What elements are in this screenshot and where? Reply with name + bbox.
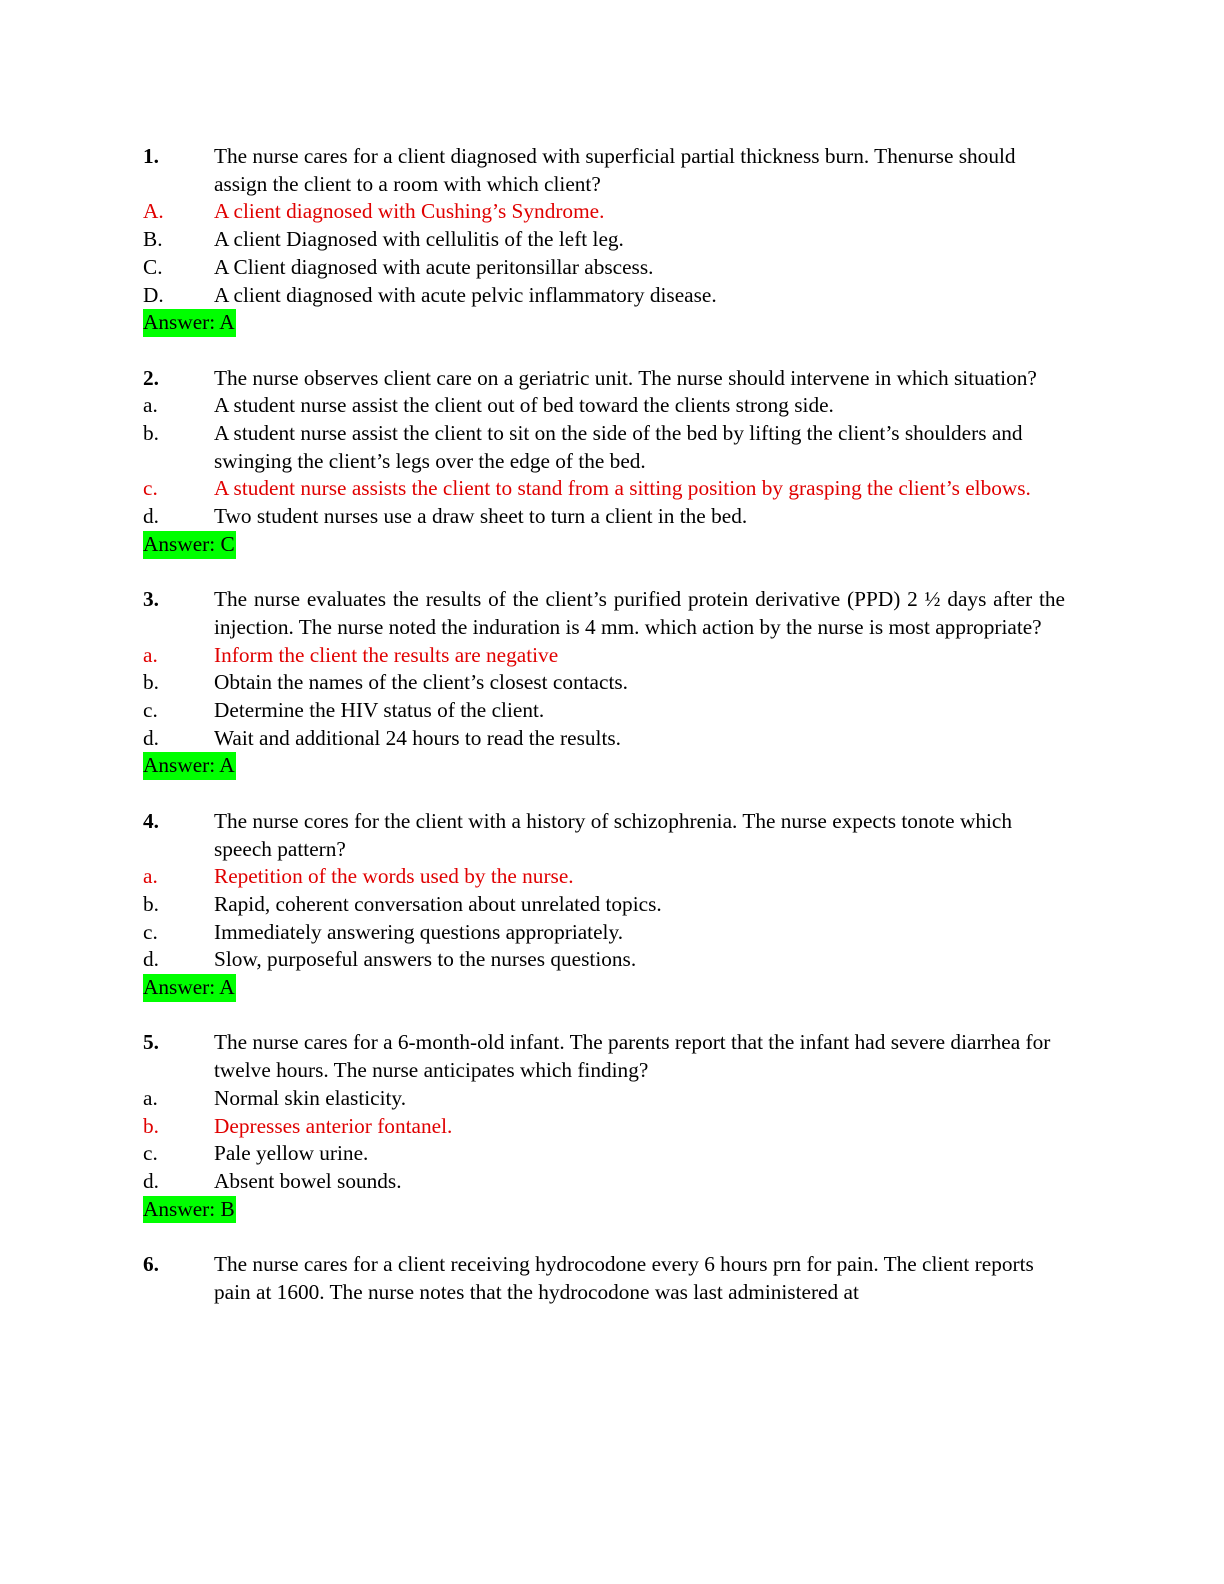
option-label: a. <box>143 642 158 667</box>
option-text: A client Diagnosed with cellulitis of the left leg. <box>214 227 624 252</box>
question-stem <box>143 1251 1065 1306</box>
option-c <box>143 697 1065 725</box>
question-text: The nurse cores for the client with a history of schizophrenia. The nurse expects tonote which speech pattern? <box>214 808 1012 861</box>
option-c <box>143 254 1065 282</box>
option-d <box>143 725 1065 753</box>
option-label: d. <box>143 947 159 972</box>
option-d <box>143 1168 1065 1196</box>
option-label: B. <box>143 227 163 252</box>
option-a <box>143 642 1065 670</box>
question-number: 2. <box>143 365 159 390</box>
option-text: A client diagnosed with Cushing’s Syndrome. <box>214 199 605 224</box>
question-2 <box>143 365 1065 559</box>
option-text: Obtain the names of the client’s closest contacts. <box>214 670 628 695</box>
answer-highlight: Answer: C <box>143 531 236 559</box>
document-page <box>143 143 1065 1334</box>
option-text: Immediately answering questions appropriately. <box>214 919 624 944</box>
option-label: a. <box>143 1085 158 1110</box>
option-text: Pale yellow urine. <box>214 1141 369 1166</box>
option-label: b. <box>143 421 159 446</box>
question-1 <box>143 143 1065 337</box>
option-label: d. <box>143 725 159 750</box>
option-text: A student nurse assist the client out of bed toward the clients strong side. <box>214 393 834 418</box>
option-text: Two student nurses use a draw sheet to turn a client in the bed. <box>214 504 748 529</box>
option-d <box>143 946 1065 974</box>
question-stem <box>143 143 1065 198</box>
question-text: The nurse observes client care on a geriatric unit. The nurse should intervene in which situation? <box>214 365 1037 390</box>
option-label: a. <box>143 864 158 889</box>
option-label: A. <box>143 199 164 224</box>
option-text: A client diagnosed with acute pelvic inflammatory disease. <box>214 282 717 307</box>
option-d <box>143 282 1065 310</box>
option-c <box>143 1140 1065 1168</box>
option-b <box>143 226 1065 254</box>
option-label: c. <box>143 698 158 723</box>
question-stem <box>143 365 1065 393</box>
option-label: c. <box>143 476 158 501</box>
question-text: The nurse cares for a client receiving hydrocodone every 6 hours prn for pain. The client reports pain at 1600. The nurse notes that the hydrocodone was last administered at <box>214 1252 1034 1304</box>
question-text: The nurse evaluates the results of the client’s purified protein derivative (PPD) 2 ½ days after the injection. The nurse noted the induration is 4 mm. which action by the nurse is most appropriate? <box>214 587 1065 639</box>
option-a <box>143 392 1065 420</box>
option-b <box>143 669 1065 697</box>
option-text: Normal skin elasticity. <box>214 1085 407 1110</box>
option-label: b. <box>143 1113 159 1138</box>
option-b <box>143 891 1065 919</box>
question-number: 6. <box>143 1252 159 1277</box>
option-b <box>143 1113 1065 1141</box>
option-text: A student nurse assist the client to sit on the side of the bed by lifting the client’s shoulders and swinging the client’s legs over the edge of the bed. <box>214 421 1023 473</box>
question-number: 3. <box>143 587 159 612</box>
question-stem <box>143 808 1065 863</box>
option-a <box>143 198 1065 226</box>
question-stem <box>143 1029 1065 1084</box>
option-text: Depresses anterior fontanel. <box>214 1113 453 1138</box>
answer-highlight: Answer: A <box>143 309 236 337</box>
option-text: Determine the HIV status of the client. <box>214 698 545 723</box>
option-text: A Client diagnosed with acute peritonsillar abscess. <box>214 254 654 279</box>
question-text: The nurse cares for a 6-month-old infant. The parents report that the infant had severe diarrhea for twelve hours. The nurse anticipates which finding? <box>214 1030 1051 1083</box>
option-text: Absent bowel sounds. <box>214 1168 402 1193</box>
option-text: A student nurse assists the client to stand from a sitting position by grasping the client’s elbows. <box>214 476 1031 501</box>
option-text: Wait and additional 24 hours to read the results. <box>214 725 621 750</box>
option-label: a. <box>143 393 158 418</box>
answer-highlight: Answer: B <box>143 1196 236 1224</box>
option-text: Slow, purposeful answers to the nurses questions. <box>214 947 637 972</box>
option-label: d. <box>143 1168 159 1193</box>
option-label: C. <box>143 254 163 279</box>
question-3 <box>143 586 1065 780</box>
option-d <box>143 503 1065 531</box>
question-number: 4. <box>143 808 159 833</box>
answer-highlight: Answer: A <box>143 974 236 1002</box>
option-c <box>143 919 1065 947</box>
option-text: Rapid, coherent conversation about unrelated topics. <box>214 891 662 916</box>
option-c <box>143 475 1065 503</box>
option-label: c. <box>143 919 158 944</box>
question-text: The nurse cares for a client diagnosed with superficial partial thickness burn. Thenurse should assign the client to a room with which client? <box>214 144 1016 196</box>
option-label: b. <box>143 670 159 695</box>
option-b <box>143 420 1065 475</box>
option-text: Repetition of the words used by the nurse. <box>214 864 574 889</box>
option-a <box>143 1085 1065 1113</box>
option-label: D. <box>143 282 164 307</box>
option-text: Inform the client the results are negative <box>214 642 559 667</box>
question-4 <box>143 808 1065 1002</box>
question-number: 5. <box>143 1030 159 1055</box>
option-label: c. <box>143 1141 158 1166</box>
question-6 <box>143 1251 1065 1306</box>
question-stem <box>143 586 1065 641</box>
option-label: b. <box>143 891 159 916</box>
question-5 <box>143 1029 1065 1223</box>
option-a <box>143 863 1065 891</box>
answer-highlight: Answer: A <box>143 752 236 780</box>
option-label: d. <box>143 504 159 529</box>
question-number: 1. <box>143 144 159 168</box>
